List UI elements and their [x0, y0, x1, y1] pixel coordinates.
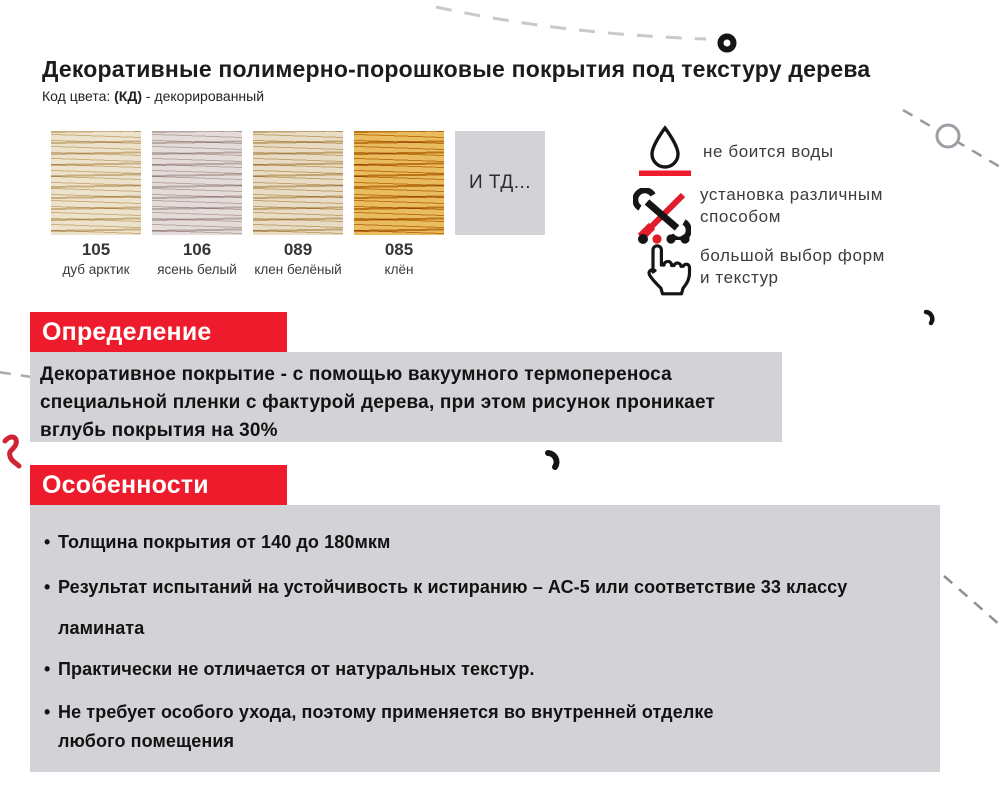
- swatch-name: клен белёный: [254, 262, 342, 277]
- color-code-suffix: - декорированный: [141, 88, 265, 104]
- advantage-water-label: не боится воды: [703, 142, 834, 161]
- feature-item: [44, 699, 924, 755]
- red-squiggle: [5, 437, 19, 466]
- wood-swatch-089: [253, 131, 343, 235]
- swatch-label: [51, 240, 141, 277]
- water-drop-icon: [639, 124, 691, 176]
- dashed-curve-top: [436, 7, 706, 39]
- donut-dot: [721, 37, 734, 50]
- swatch-name: клён: [384, 262, 414, 277]
- swatch-code: 106: [182, 240, 212, 259]
- swatch-label: [253, 240, 343, 277]
- advantage-choice-line1: большой выбор форм: [700, 246, 885, 265]
- wood-swatch-105: [51, 131, 141, 235]
- color-code-prefix: Код цвета:: [42, 88, 115, 104]
- definition-panel: [30, 352, 782, 442]
- dashed-line-bottom-right: [944, 576, 1000, 632]
- feature-text: • Результат испытаний на устойчивость к истиранию – АС-5 или соответствие 33 классу: [58, 577, 848, 597]
- advantage-install-label: [700, 184, 930, 228]
- comma-decoration-middle: [548, 453, 557, 467]
- definition-heading-banner: [30, 312, 287, 352]
- swatch-name: ясень белый: [157, 262, 237, 277]
- swatch-label: [152, 240, 242, 277]
- feature-item: [44, 574, 924, 642]
- feature-item: [44, 656, 924, 683]
- circle-outline-decoration: [937, 125, 959, 147]
- feature-text-cont: ламината: [58, 618, 145, 638]
- dashed-line-right: [903, 110, 1000, 168]
- advantage-choice-line2: и текстур: [700, 268, 779, 287]
- hand-choose-icon: [636, 232, 696, 296]
- swatch-code: 105: [81, 240, 111, 259]
- feature-text: • Практически не отличается от натуральных текстур.: [58, 659, 535, 679]
- definition-text-line1: Декоративное покрытие - с помощью вакуумного термопереноса: [40, 364, 672, 385]
- wood-swatch-085: [354, 131, 444, 235]
- definition-text-line3: вглубь покрытия на 30%: [40, 420, 278, 441]
- definition-text-line2: специальной пленки с фактурой дерева, при этом рисунок проникает: [40, 392, 715, 413]
- comma-decoration-right: [926, 312, 932, 323]
- features-heading-banner: [30, 465, 287, 505]
- wood-swatch-106: [152, 131, 242, 235]
- advantage-install-line1: установка различным: [700, 185, 884, 204]
- features-heading: Особенности: [42, 470, 209, 499]
- swatch-name: дуб арктик: [62, 262, 130, 277]
- swatch-code: 085: [384, 240, 414, 259]
- page-title: Декоративные полимерно-порошковые покрытия под текстуру дерева: [42, 56, 871, 82]
- advantage-choice-label: [700, 245, 940, 289]
- more-swatches-box: [455, 131, 545, 235]
- feature-text-cont: любого помещения: [58, 731, 235, 751]
- feature-text: • Толщина покрытия от 140 до 180мкм: [58, 532, 391, 552]
- swatch-code: 089: [283, 240, 313, 259]
- definition-heading: Определение: [42, 317, 212, 346]
- swatch-label: [354, 240, 444, 277]
- color-code-note: [42, 88, 264, 104]
- feature-text: • Не требует особого ухода, поэтому применяется во внутренней отделке: [58, 702, 714, 722]
- advantage-install-line2: способом: [700, 207, 781, 226]
- color-code-value: (КД): [114, 88, 142, 104]
- more-swatches-label: И ТД...: [468, 172, 532, 193]
- feature-item: [44, 529, 924, 556]
- features-panel: [30, 505, 940, 772]
